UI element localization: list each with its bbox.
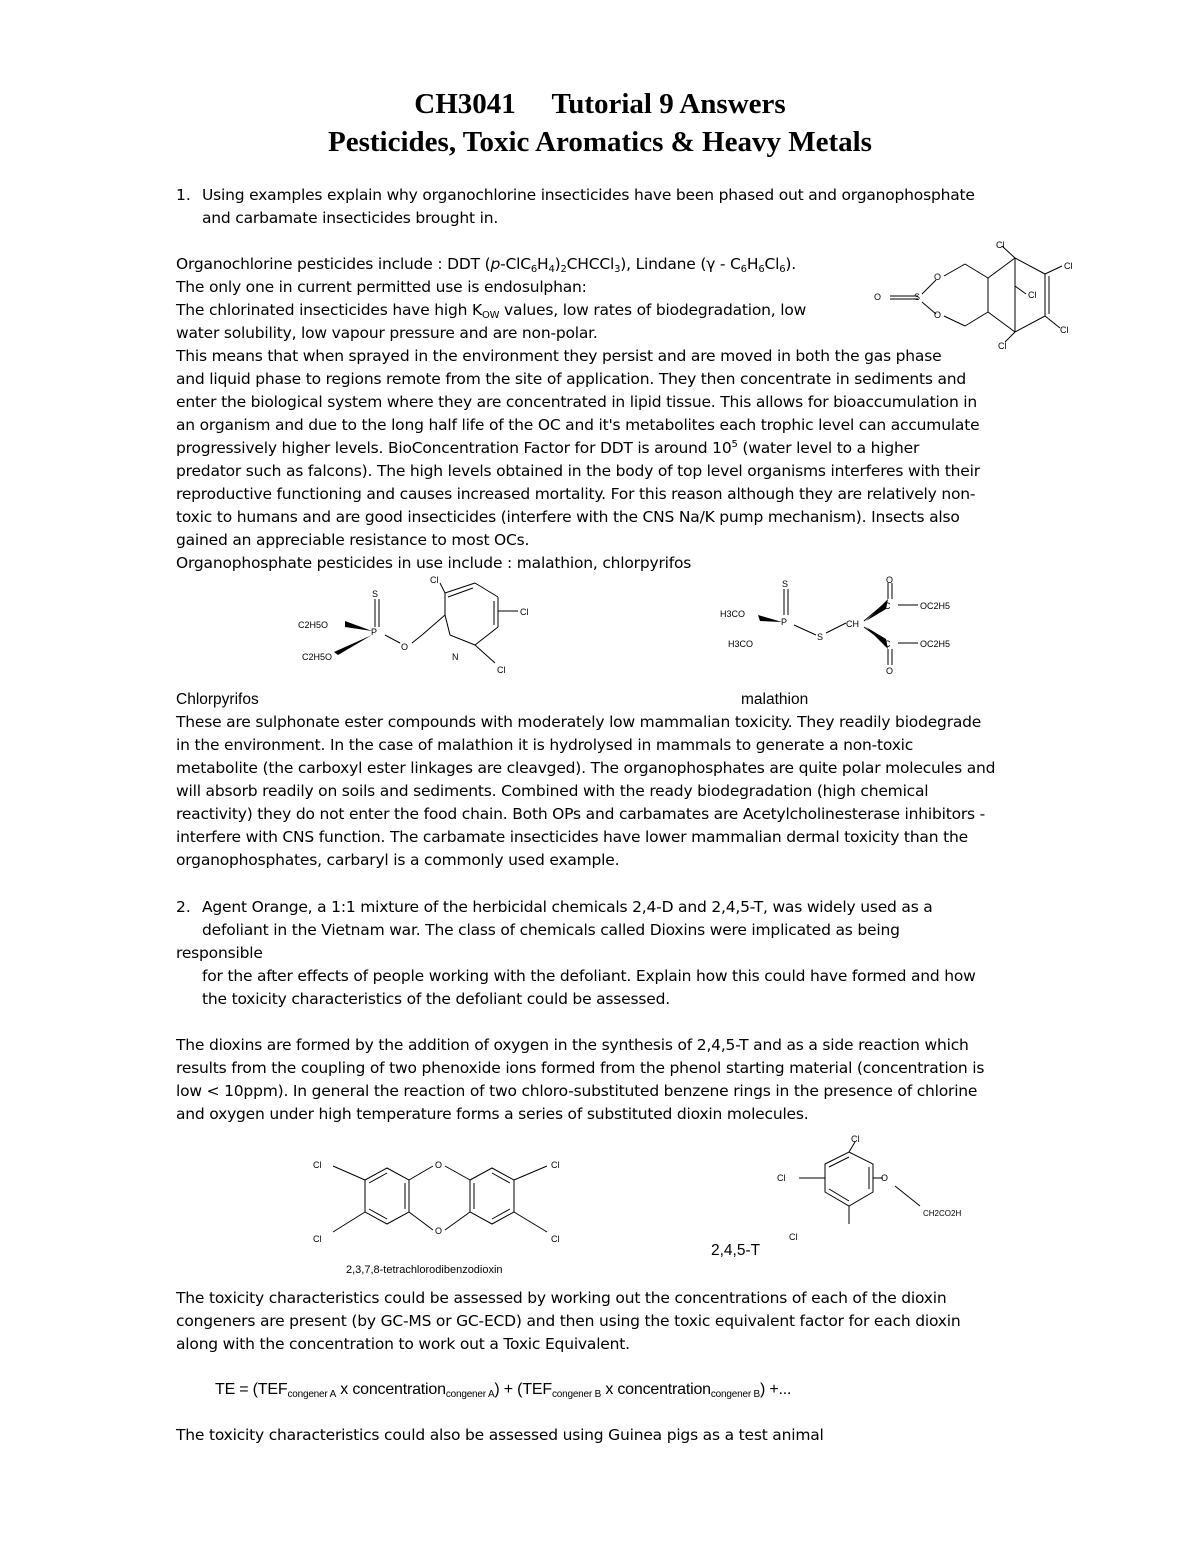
chlorpyrifos-structure [290,575,550,690]
malathion-caption: malathion [741,691,809,708]
svg-text:O: O [934,272,942,282]
svg-text:Cl: Cl [996,240,1005,250]
svg-text:Cl: Cl [1028,290,1037,300]
answer-2-line: The toxicity characteristics could also be assessed using Guinea pigs as a test animal [176,1426,824,1444]
svg-text:O: O [934,310,942,320]
answer-1-line: interfere with CNS function. The carbamate insecticides have lower mammalian dermal toxicity than the [176,828,968,846]
answer-1-line: progressively higher levels. BioConcentration Factor for DDT is around $10^5$ (water level to a higher [176,439,920,457]
answer-1-line: predator such as falcons). The high levels obtained in the body of top level organisms interferes with their [176,462,980,480]
answer-2-line: and oxygen under high temperature forms a series of substituted dioxin molecules. [176,1105,809,1123]
svg-text:H3CO: H3CO [720,609,746,619]
answer-1-line: an organism and due to the long half life of the OC and it's metabolites each trophic level can accumulate [176,416,980,434]
svg-text:OC2H5: OC2H5 [920,639,951,649]
question-1-text: and carbamate insecticides brought in. [202,209,499,227]
answer-1-line: water solubility, low vapour pressure and are non-polar. [176,324,598,342]
tcdd-structure [305,1150,575,1260]
svg-text:S: S [782,579,789,589]
svg-text:Cl: Cl [1060,325,1069,335]
answer-1-line: The only one in current permitted use is endosulphan: [176,278,587,296]
svg-text:Cl: Cl [430,575,439,585]
svg-text:OC2H5: OC2H5 [920,601,951,611]
svg-text:Cl: Cl [551,1160,560,1170]
answer-1-line: toxic to humans and are good insecticides (interfere with the CNS Na/K pump mechanism). Insects also [176,508,960,526]
endosulphan-structure [870,236,1080,356]
245t-caption: 2,4,5-T [711,1242,761,1259]
svg-text:Cl: Cl [313,1234,322,1244]
malathion-structure [718,575,988,675]
answer-1-line: will absorb readily on soils and sediments. Combined with the ready biodegradation (high chemical [176,782,929,800]
question-2-text: for the after effects of people working with the defoliant. Explain how this could have formed and how [202,967,976,985]
svg-text:O: O [881,1173,889,1183]
answer-1-line: metabolite (the carboxyl ester linkages are cleavged). The organophosphates are quite polar molecules and [176,759,996,777]
svg-text:P: P [371,627,378,637]
answer-1-line: reactivity) they do not enter the food chain. Both OPs and carbamates are Acetylcholinesterase inhibitors - [176,805,986,823]
svg-text:H3CO: H3CO [728,639,754,649]
svg-text:Cl: Cl [851,1134,860,1144]
svg-text:C: C [884,601,891,611]
svg-text:C2H5O: C2H5O [302,652,333,662]
svg-text:Cl: Cl [497,665,506,675]
chlorpyrifos-caption: Chlorpyrifos [176,691,259,708]
toxic-equivalent-equation: TE = ($TEF_{congener A}$ x concentration$_{congener A}$) + ($TEF_{congener B}$ x concentration$_{congener B}$) +... [215,1381,792,1400]
svg-text:O: O [401,642,409,652]
svg-text:O: O [886,575,894,585]
svg-text:O: O [886,666,894,675]
answer-1-line: in the environment. In the case of malathion it is hydrolysed in mammals to generate a non-toxic [176,736,914,754]
document-title: CH3041 Tutorial 9 Answers [414,88,786,120]
answer-2-line: The dioxins are formed by the addition of oxygen in the synthesis of 2,4,5-T and as a side reaction which [176,1036,969,1054]
answer-1-line: This means that when sprayed in the environment they persist and are moved in both the gas phase [176,347,942,365]
answer-1-line: The chlorinated insecticides have high $K_{OW}$ values, low rates of biodegradation, low [176,301,807,321]
answer-1-line: Organochlorine pesticides include : DDT $(p-ClC_6H_4)_2CHCCl_3$), Lindane $(\gamma - C_6H_6Cl_6)$. [176,255,796,275]
answer-1-line: These are sulphonate ester compounds with moderately low mammalian toxicity. They readily biodegrade [176,713,982,731]
question-2-text: Agent Orange, a 1:1 mixture of the herbicidal chemicals 2,4-D and 2,4,5-T, was widely used as a [202,898,933,916]
svg-text:P: P [781,617,788,627]
svg-text:Cl: Cl [777,1173,786,1183]
answer-1-line: enter the biological system where they are concentrated in lipid tissue. This allows for bioaccumulation in [176,393,978,411]
svg-text:S: S [914,292,921,302]
svg-text:S: S [372,589,379,599]
answer-1-line: gained an appreciable resistance to most OCs. [176,531,530,549]
svg-text:O: O [435,1226,443,1236]
svg-text:S: S [817,632,824,642]
svg-text:C: C [884,639,891,649]
svg-text:O: O [435,1160,443,1170]
answer-2-line: congeners are present (by GC-MS or GC-ECD) and then using the toxic equivalent factor for each dioxin [176,1312,961,1330]
svg-text:O: O [874,292,882,302]
answer-2-line: low < 10ppm). In general the reaction of two chloro-substituted benzene rings in the presence of chlorine [176,1082,978,1100]
svg-text:CH: CH [846,619,859,629]
document-subtitle: Pesticides, Toxic Aromatics & Heavy Metals [328,126,872,158]
question-1-number: 1. [176,186,191,204]
answer-2-line: along with the concentration to work out a Toxic Equivalent. [176,1335,630,1353]
svg-text:Cl: Cl [998,341,1007,351]
svg-text:C2H5O: C2H5O [298,620,329,630]
answer-1-line: reproductive functioning and causes increased mortality. For this reason although they are relatively non- [176,485,976,503]
question-2-number: 2. [176,898,191,916]
svg-text:Cl: Cl [789,1232,798,1242]
answer-1-line: Organophosphate pesticides in use include : malathion, chlorpyrifos [176,554,692,572]
question-1-text: Using examples explain why organochlorine insecticides have been phased out and organophosphate [202,186,975,204]
question-2-text: the toxicity characteristics of the defoliant could be assessed. [202,990,670,1008]
answer-2-line: The toxicity characteristics could be assessed by working out the concentrations of each of the dioxin [176,1289,947,1307]
245t-structure [755,1128,965,1248]
answer-1-line: organophosphates, carbaryl is a commonly used example. [176,851,620,869]
answer-1-line: and liquid phase to regions remote from the site of application. They then concentrate in sediments and [176,370,967,388]
svg-text:Cl: Cl [313,1160,322,1170]
svg-text:Cl: Cl [1064,261,1073,271]
tcdd-caption: 2,3,7,8-tetrachlorodibenzodioxin [346,1264,503,1276]
svg-text:N: N [452,652,459,662]
answer-2-line: results from the coupling of two phenoxide ions formed from the phenol starting material (concentration is [176,1059,985,1077]
question-2-text: defoliant in the Vietnam war. The class of chemicals called Dioxins were implicated as being [202,921,900,939]
svg-text:Cl: Cl [520,607,529,617]
svg-text:CH2CO2H: CH2CO2H [923,1209,962,1218]
svg-text:Cl: Cl [551,1234,560,1244]
question-2-text: responsible [176,944,263,962]
